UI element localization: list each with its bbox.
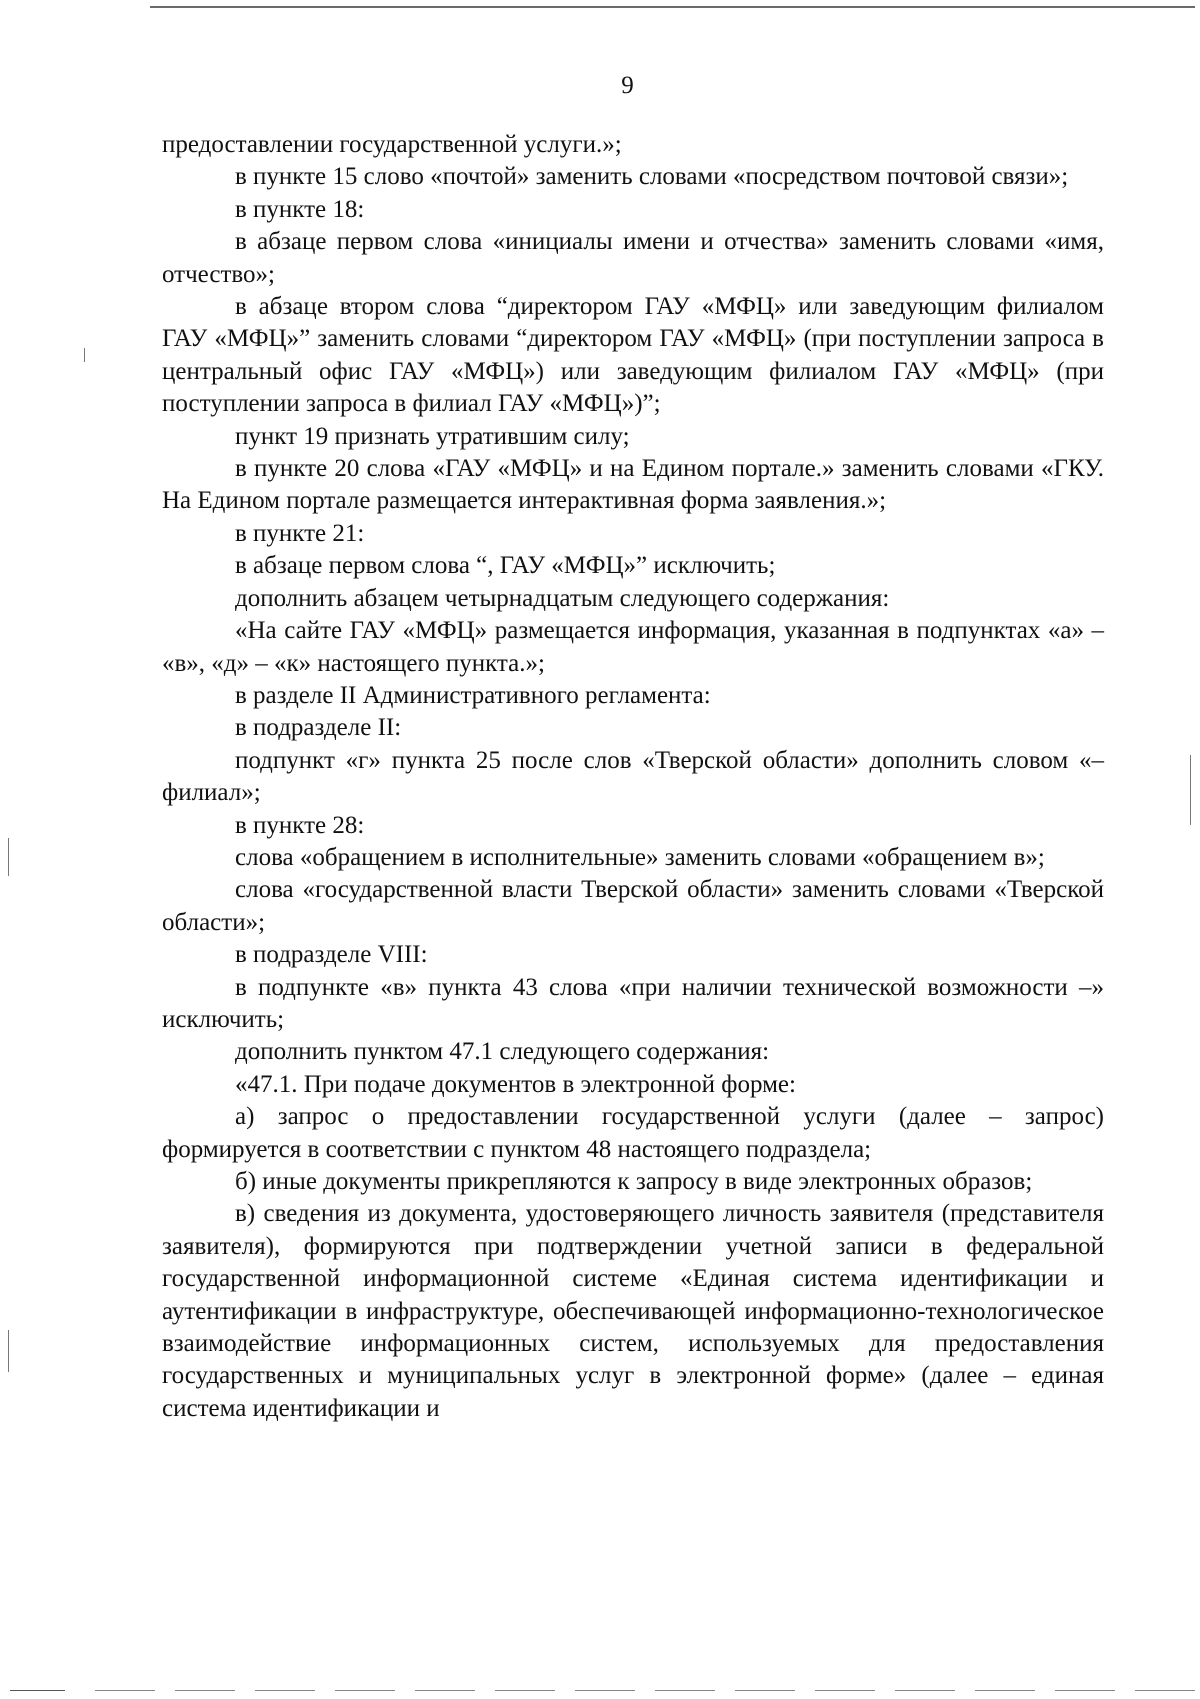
document-body: [162, 129, 1104, 1425]
paragraph: в разделе II Административного регламента:: [235, 681, 711, 709]
paragraph: предоставлении государственной услуги.»;: [162, 131, 622, 158]
paragraph: в подпункте «в» пункта 43 слова «при наличии технической возможности –» исключить;: [162, 973, 1104, 1033]
paragraph: в подразделе VIII:: [235, 941, 428, 969]
paragraph: в абзаце втором слова “директором ГАУ «МФЦ» или заведующим филиалом ГАУ «МФЦ»” заменить словами “директором ГАУ «МФЦ» (при поступлении запроса в центральный офис ГАУ «МФЦ») или заведующим филиалом ГАУ «МФЦ» (при поступлении запроса в филиал ГАУ «МФЦ»)”;: [162, 293, 1104, 418]
paragraph: а) запрос о предоставлении государственной услуги (далее – запрос) формируется в соответствии с пунктом 48 настоящего подраздела;: [162, 1103, 1104, 1163]
paragraph: в пункте 20 слова «ГАУ «МФЦ» и на Едином портале.» заменить словами «ГКУ. На Едином портале размещается интерактивная форма заявления.»;: [162, 455, 1104, 515]
paragraph: подпункт «г» пункта 25 после слов «Тверской области» дополнить словом «– филиал»;: [162, 746, 1104, 807]
paragraph: дополнить абзацем четырнадцатым следующего содержания:: [235, 584, 890, 612]
paragraph: б) иные документы прикрепляются к запросу в виде электронных образов;: [235, 1168, 1033, 1195]
paragraph: в абзаце первом слова “, ГАУ «МФЦ»” исключить;: [235, 552, 776, 580]
scan-border-corner: [10, 1690, 65, 1691]
scan-border-bottom: [95, 1690, 1195, 1691]
paragraph: «47.1. При подаче документов в электронной форме:: [235, 1070, 796, 1098]
page-number: 9: [621, 72, 634, 99]
paragraph: в пункте 21:: [235, 519, 365, 547]
paragraph: в) сведения из документа, удостоверяющего личность заявителя (представителя заявителя), формируются при подтверждении учетной записи в федеральной государственной информационной системе «Единая система идентификации и аутентификации в инфраструктуре, обеспечивающей информационно-технологическое взаимодействие информационных систем, используемых для предоставления государственных и муниципальных услуг в электронной форме» (далее – единая система идентификации и: [162, 1200, 1104, 1422]
paragraph: слова «государственной власти Тверской области» заменить словами «Тверской области»;: [162, 876, 1104, 936]
scan-border-top: [150, 6, 1195, 8]
paragraph: в пункте 28:: [235, 811, 365, 839]
paragraph: «На сайте ГАУ «МФЦ» размещается информация, указанная в подпунктах «а» – «в», «д» – «к» настоящего пункта.»;: [162, 617, 1104, 677]
paragraph: слова «обращением в исполнительные» заменить словами «обращением в»;: [235, 843, 1045, 871]
paragraph: в подразделе II:: [235, 714, 402, 742]
scan-margin-mark: [8, 1330, 9, 1372]
paragraph: в абзаце первом слова «инициалы имени и отчества» заменить словами «имя, отчество»;: [162, 228, 1104, 288]
paragraph: пункт 19 признать утратившим силу;: [235, 422, 630, 450]
scan-margin-mark: [1190, 755, 1191, 825]
paragraph: в пункте 18:: [235, 195, 365, 223]
paragraph: в пункте 15 слово «почтой» заменить словами «посредством почтовой связи»;: [235, 163, 1069, 191]
scan-margin-mark: [84, 348, 85, 362]
scan-margin-mark: [8, 838, 9, 876]
paragraph: дополнить пунктом 47.1 следующего содержания:: [235, 1038, 770, 1066]
